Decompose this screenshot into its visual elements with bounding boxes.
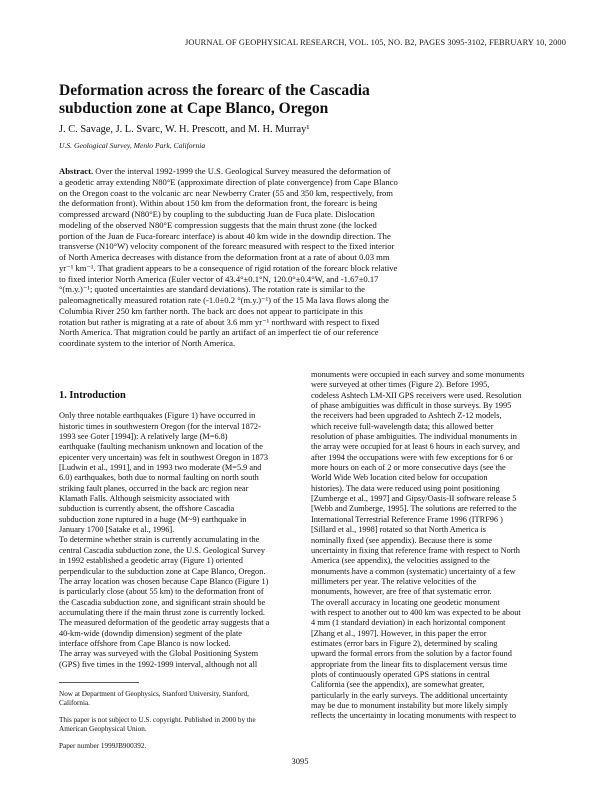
abstract-line: portion of the Juan de Fuca-forearc interface) is about 40 km wide in the downdip direction. The	[59, 230, 391, 241]
abstract-label: Abstract.	[59, 166, 94, 176]
abstract-line: °(m.y.)⁻¹; quoted uncertainties are standard deviations). The rotation rate is similar to the	[59, 284, 365, 295]
body-text-line: perpendicular to the subduction zone at Cape Blanco, Oregon.	[59, 566, 266, 576]
body-text-line: Klamath Falls. Although seismicity associated with	[59, 494, 230, 504]
footnotes	[59, 690, 295, 751]
body-text-line: estimates (error bars in Figure 2), determined by scaling	[311, 638, 498, 648]
body-text-line: more hours on each of 2 or more consecutive days (see the	[311, 463, 506, 473]
page-number: 3095	[291, 756, 309, 766]
abstract-line: paleomagnetically measured rotation rate (-1.0±0.2 °(m.y.)⁻¹) of the 15 Ma lava flows along the	[59, 295, 389, 305]
right-column-body	[311, 370, 547, 722]
body-text-line: The array location was chosen because Cape Blanco (Figure 1)	[59, 576, 269, 586]
body-text-line: monuments have a common (systematic) uncertainty of a few	[311, 566, 516, 576]
affiliation: U.S. Geological Survey, Menlo Park, California	[59, 141, 206, 150]
body-text-line: reflects the uncertainty in locating monuments with respect to	[311, 711, 517, 721]
title-line: subduction zone at Cape Blanco, Oregon	[59, 100, 329, 117]
footnote-rule	[59, 682, 139, 683]
title-line: Deformation across the forearc of the Cascadia	[59, 82, 370, 99]
body-text-line: uncertainty in fixing that reference frame with respect to North	[311, 545, 520, 555]
abstract-line: rotation but rather is migrating at a rate of about 3.6 mm yr⁻¹ northward with respect to fixed	[59, 316, 380, 327]
body-text-line: is particularly close (about 55 km) to the deformation front of	[59, 587, 264, 597]
abstract-line: North America. That migration could be partly an artifact of an imperfect tie of our reference	[59, 327, 379, 338]
body-text-line: [Ludwin et al., 1991], and in 1993 two moderate (M=5.9 and	[59, 463, 262, 473]
body-text-line: plots of continuously operated GPS stations in central	[311, 669, 490, 679]
body-text-line: [Zumberge et al., 1997] and Gipsy/Oasis-II software release 5	[311, 494, 517, 504]
body-text-line: of phase ambiguities was difficult in those surveys. By 1995	[311, 401, 512, 411]
body-text-line: were surveyed at other times (Figure 2). Before 1995,	[311, 380, 490, 390]
body-text-line: To determine whether strain is currently accumulating in the	[59, 535, 260, 545]
body-text-line: the receivers had been upgraded to Ashtech Z-12 models,	[311, 411, 502, 421]
body-text-line: The overall accuracy in locating one geodetic monument	[311, 597, 500, 607]
footnote-line: This paper is not subject to U.S. copyright. Published in 2000 by the	[59, 716, 256, 724]
abstract-line: transverse (N10°W) velocity component of the forearc measured with respect to the fixed interior	[59, 241, 395, 252]
abstract-line: coordinate system to the interior of North America.	[59, 338, 236, 348]
body-text-line: nominally fixed (see appendix). Because there is some	[311, 535, 493, 545]
body-text-line: epicenter very uncertain) was felt in southwest Oregon in 1873	[59, 452, 268, 462]
body-text-line: [Zhang et al., 1997]. However, in this paper the error	[311, 628, 487, 638]
abstract	[59, 166, 541, 349]
body-text-line: accumulating there if the main thrust zone is currently locked.	[59, 607, 265, 617]
abstract-line: on the Oregon coast to the volcanic arc near Newberry Crater (55 and 350 km, respectively, from	[59, 187, 393, 198]
body-text-line: The measured deformation of the geodetic array suggests that a	[59, 618, 270, 628]
body-text-line: the array were occupied for at least 6 hours in each survey, and	[311, 442, 520, 452]
abstract-line: compressed arcward (N80°E) by coupling to the subducting Juan de Fuca plate. Dislocation	[59, 209, 375, 219]
author-list: J. C. Savage, J. L. Svarc, W. H. Prescott, and M. H. Murray¹	[59, 124, 310, 135]
body-text-line: 40-km-wide (downdip dimension) segment of the plate	[59, 628, 242, 638]
abstract-line: of North America decreases with distance from the deformation front at a rate of about 0.03 mm	[59, 252, 390, 262]
body-text-line: which receive full-wavelength data; this allowed better	[311, 421, 494, 431]
body-text-line: historic times in southwestern Oregon (for the interval 1872-	[59, 421, 261, 431]
body-text-line: subduction zone ruptured in a huge (M~9) earthquake in	[59, 514, 247, 524]
body-text-line: after 1994 the occupations were with few exceptions for 6 or	[311, 452, 513, 462]
abstract-line: the deformation front). Within about 150 km from the deformation front, the forearc is being	[59, 198, 378, 209]
body-text-line: California (see the appendix), are somewhat greater,	[311, 680, 485, 690]
abstract-line: yr⁻¹ km⁻¹. That gradient appears to be a consequence of rigid rotation of the forearc block relative	[59, 262, 398, 273]
body-text-line: International Terrestrial Reference Frame 1996 (ITRF96 )	[311, 514, 503, 524]
body-text-line: 6.0) earthquakes, both due to normal faulting on north south	[59, 473, 259, 483]
body-text-line: histories). The data were reduced using point positioning	[311, 483, 500, 493]
body-text-line: Only three notable earthquakes (Figure 1) have occurred in	[59, 411, 256, 421]
body-text-line: America (see appendix), the velocities assigned to the	[311, 556, 490, 566]
body-text-line: upward the formal errors from the solution by a factor found	[311, 649, 512, 659]
body-text-line: the Cascadia subduction zone, and significant strain should be	[59, 597, 266, 607]
footnote-line-spacer	[59, 734, 295, 742]
body-text-line: monuments, however, are free of that systematic error.	[311, 587, 492, 597]
abstract-line: Columbia River 250 km farther north. The back arc does not appear to participate in this	[59, 305, 363, 316]
footnote-line: Now at Department of Geophysics, Stanford University, Stanford,	[59, 690, 249, 698]
abstract-line-first	[59, 166, 541, 177]
body-text-line: in 1992 established a geodetic array (Figure 1) oriented	[59, 556, 243, 566]
body-text-line: may be due to monument instability but more likely simply	[311, 701, 509, 710]
footnote-line: Paper number 1999JB900392.	[59, 742, 147, 750]
body-text-line: [Webb and Zumberge, 1995]. The solutions are referred to the	[311, 504, 517, 514]
body-text-line: (GPS) five times in the 1992-1999 interval, although not all	[59, 659, 258, 669]
footnote-line: American Geophysical Union.	[59, 725, 147, 733]
body-text-line: central Cascadia subduction zone, the U.S. Geological Survey	[59, 545, 265, 555]
body-text-line: codeless Ashtech LM-XII GPS receivers were used. Resolution	[311, 390, 522, 400]
body-text-line: 1993 see Goter [1994]): A relatively large (M=6.8)	[59, 432, 228, 442]
body-text-line: World Wide Web location cited below for occupation	[311, 473, 488, 483]
section-heading: 1. Introduction	[59, 390, 126, 401]
body-text-line: with respect to another out to 400 km was expected to be about	[311, 607, 521, 617]
abstract-line: a geodetic array extending N80°E (approximate direction of plate convergence) from Cape Blanco	[59, 176, 398, 187]
body-text-line: monuments were occupied in each survey and some monuments	[311, 370, 525, 379]
article-title	[59, 82, 479, 118]
left-column	[59, 391, 295, 670]
left-column-body	[59, 411, 295, 670]
body-text-line: [Sillard et al., 1998] rotated so that North America is	[311, 525, 486, 535]
right-column	[311, 370, 547, 722]
body-text-line: resolution of phase ambiguities. The individual monuments in	[311, 432, 517, 442]
body-text-line: The array was surveyed with the Global Positioning System	[59, 649, 259, 659]
body-text-line: January 1700 [Satake et al., 1996].	[59, 525, 175, 535]
footnote-line-spacer	[59, 708, 295, 716]
body-text-line: earthquake (faulting mechanism unknown and location of the	[59, 442, 263, 452]
abstract-line: to fixed interior North America (Euler vector of 43.4°±0.1°N, 120.0°±0.4°W, and -1.67±0.17	[59, 273, 379, 284]
body-text-line: interface offshore from Cape Blanco is now locked.	[59, 638, 231, 648]
body-text-line: 4 mm (1 standard deviation) in each horizontal component	[311, 618, 506, 628]
body-text-line: subduction is currently absent, the offshore Cascadia	[59, 504, 235, 514]
body-text-line: millimeters per year. The relative velocities of the	[311, 576, 477, 586]
abstract-line: modeling of the observed N80°E compression suggests that the main thrust zone (the locked	[59, 219, 377, 230]
footnote-line: California.	[59, 699, 90, 707]
body-text-line: appropriate from the linear fits to displacement versus time	[311, 659, 508, 669]
body-text-line: striking fault planes, occurred in the back arc region near	[59, 483, 249, 493]
running-head: JOURNAL OF GEOPHYSICAL RESEARCH, VOL. 105, NO. B2, PAGES 3095-3102, FEBRUARY 10, 2000	[185, 38, 566, 47]
abstract-text: Over the interval 1992-1999 the U.S. Geological Survey measured the deformation of	[95, 166, 391, 176]
body-text-line: particularly in the early surveys. The additional uncertainty	[311, 690, 508, 700]
